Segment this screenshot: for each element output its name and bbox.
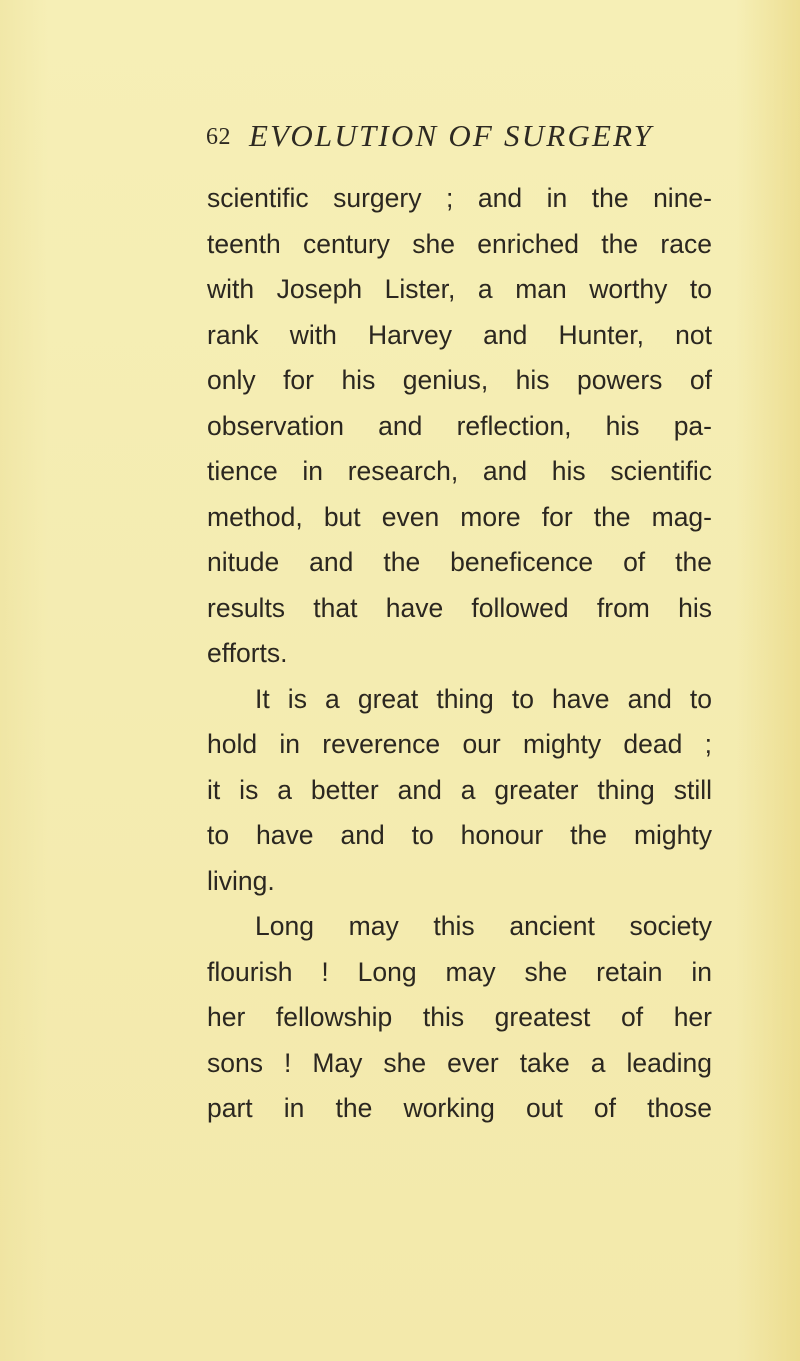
body-text xyxy=(207,176,712,1132)
text-line: part in the working out of those xyxy=(207,1093,712,1123)
text-line: teenth century she enriched the race xyxy=(207,228,712,259)
text-line: hold in reverence our mighty dead ; xyxy=(207,729,712,759)
text-line: method, but even more for the mag- xyxy=(207,501,712,532)
text-line: her fellowship this greatest of her xyxy=(207,1002,712,1032)
text-line: only for his genius, his powers of xyxy=(207,365,712,395)
text-line: efforts. xyxy=(207,638,288,668)
running-title: EVOLUTION OF SURGERY xyxy=(249,118,654,153)
text-line: It is a great thing to have and to xyxy=(255,683,712,714)
running-head xyxy=(206,118,653,154)
text-line: Long may this ancient society xyxy=(255,911,712,941)
text-line: to have and to honour the mighty xyxy=(207,820,712,850)
text-line: nitude and the beneficence of the xyxy=(207,547,712,577)
text-line: scientific surgery ; and in the nine- xyxy=(207,183,712,213)
text-line: observation and reflection, his pa- xyxy=(207,410,712,441)
text-line: results that have followed from his xyxy=(207,592,712,623)
text-line: with Joseph Lister, a man worthy to xyxy=(207,274,712,304)
page-number: 62 xyxy=(206,124,231,150)
text-line: sons ! May she ever take a leading xyxy=(207,1047,712,1078)
text-line: rank with Harvey and Hunter, not xyxy=(207,319,712,350)
text-line: tience in research, and his scientific xyxy=(207,456,712,486)
text-line: flourish ! Long may she retain in xyxy=(207,956,712,987)
text-line: it is a better and a greater thing still xyxy=(207,774,712,805)
text-line: living. xyxy=(207,865,275,896)
